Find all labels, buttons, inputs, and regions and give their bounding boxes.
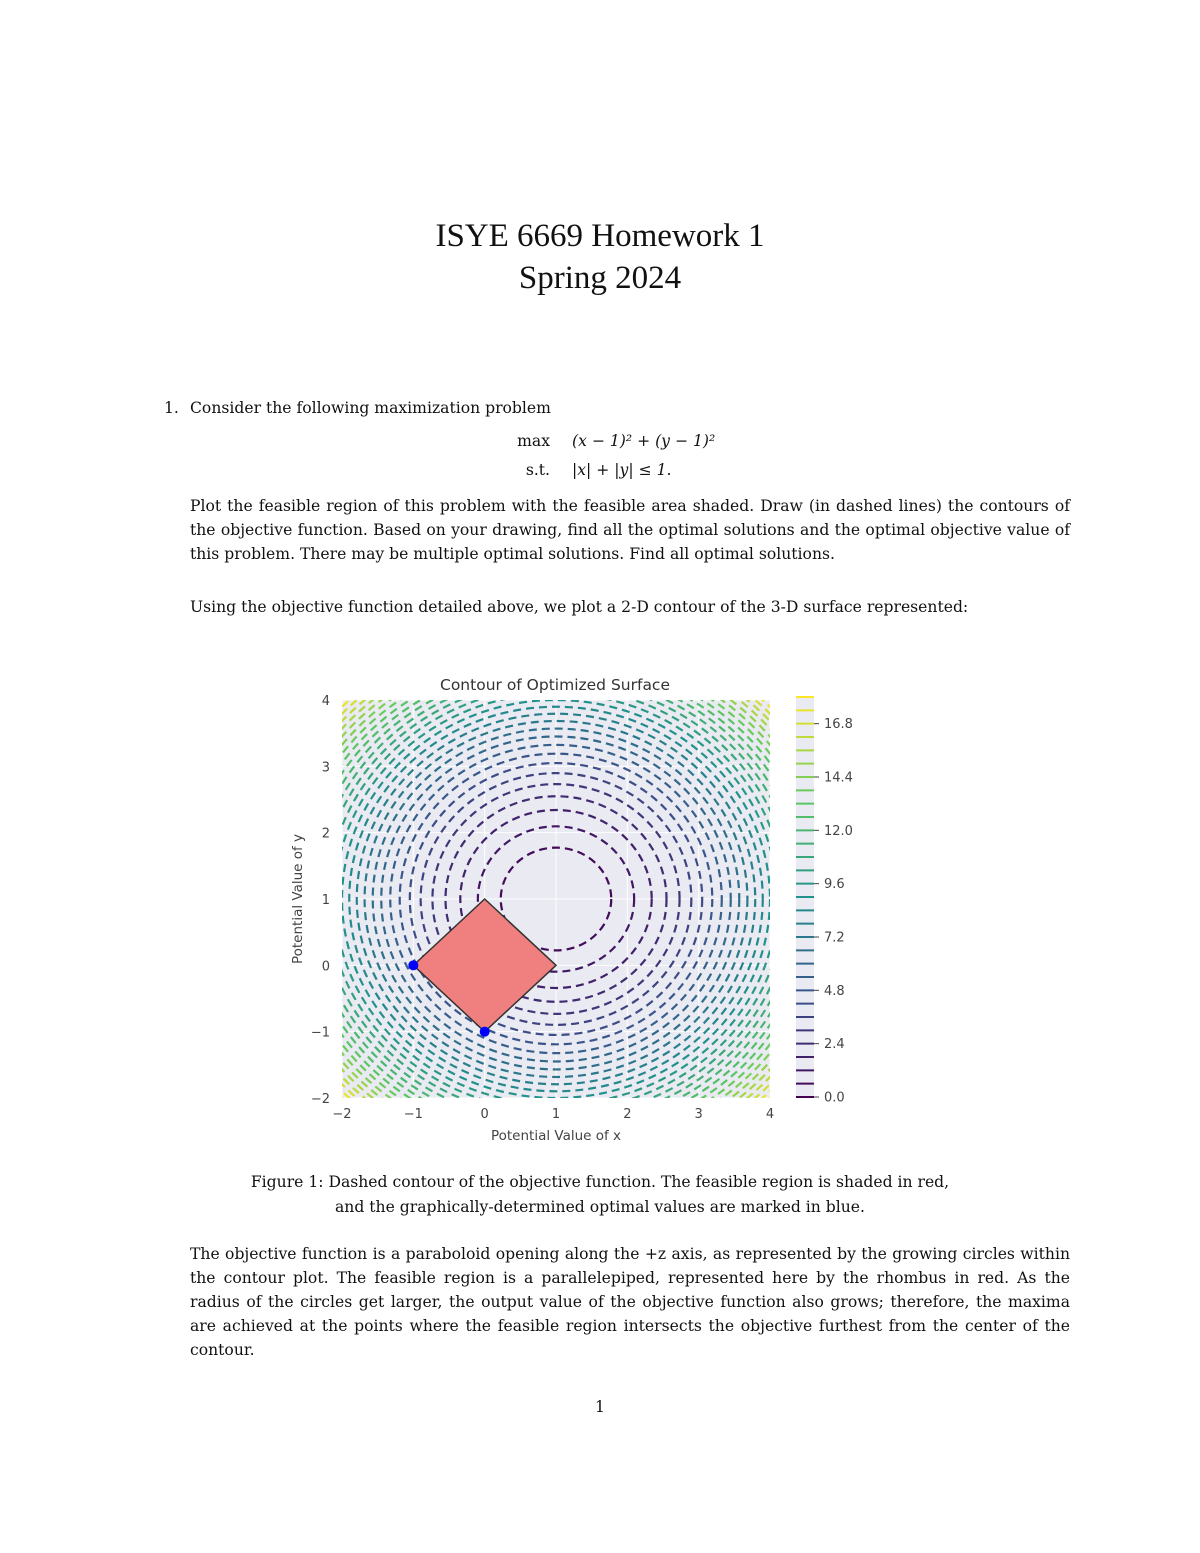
contour-figure	[280, 665, 880, 1155]
x-axis-label: Potential Value of x	[490, 1128, 622, 1144]
problem-number: 1.	[164, 399, 179, 417]
x-tick-label: −2	[332, 1107, 352, 1122]
colorbar-tick-label: 12.0	[824, 823, 853, 839]
y-tick-label: 1	[321, 893, 330, 908]
colorbar-tick-label: 16.8	[824, 717, 853, 733]
constraint-expression: |x| + |y| ≤ 1.	[572, 461, 672, 479]
colorbar-tick-label: 9.6	[824, 877, 845, 893]
conclusion-paragraph: The objective function is a paraboloid opening along the +z axis, as represented by the growing circles within the contour plot. The feasible region is a parallelepiped, represented here by the rhombus in red. As the radius of the circles get larger, the output value of the objective function also grows; therefore, the maxima are achieved at the points where the feasible region intersects the objective furthest from the center of the contour.	[190, 1245, 1070, 1359]
colorbar	[796, 697, 853, 1106]
problem-intro-text: Consider the following maximization problem	[190, 399, 551, 417]
colorbar-tick-label: 4.8	[824, 983, 845, 999]
optimal-point	[480, 1027, 490, 1037]
y-tick-label: 2	[321, 826, 330, 842]
x-tick-label: 3	[694, 1107, 703, 1122]
y-tick-label: 3	[321, 760, 330, 776]
y-axis-ticks	[311, 694, 330, 1107]
colorbar-tick-label: 2.4	[824, 1037, 845, 1053]
chart-title: Contour of Optimized Surface	[440, 676, 670, 694]
x-tick-label: 1	[551, 1107, 561, 1122]
colorbar-tick-label: 0.0	[824, 1090, 845, 1106]
x-tick-label: 4	[765, 1107, 775, 1122]
figure-caption: Figure 1: Dashed contour of the objective function. The feasible region is shaded in red, and the graphically-determined optimal values are marked in blue.	[250, 1173, 950, 1216]
constraint-operator: s.t.	[525, 461, 550, 479]
y-tick-label: −1	[310, 1025, 330, 1041]
y-tick-label: 4	[321, 694, 330, 709]
y-axis-label: Potential Value of y	[290, 833, 306, 965]
x-axis-ticks	[332, 1107, 774, 1122]
x-tick-label: 2	[623, 1107, 632, 1122]
y-tick-label: −2	[310, 1092, 330, 1107]
objective-operator: max	[517, 432, 550, 450]
document-subtitle: Spring 2024	[518, 260, 682, 296]
objective-expression: (x − 1)² + (y − 1)²	[572, 432, 716, 450]
colorbar-tick-label: 7.2	[824, 930, 845, 946]
problem-intro	[164, 396, 1064, 420]
x-tick-label: 0	[480, 1107, 489, 1122]
x-tick-label: −1	[403, 1107, 423, 1122]
y-tick-label: 0	[321, 959, 330, 975]
problem-instructions: Plot the feasible region of this problem with the feasible area shaded. Draw (in dashed lines) the contours of the objective function. Based on your drawing, find all the optimal solutions and the optimal objective value of this problem. There may be multiple optimal solutions. Find all optimal solutions.	[190, 497, 1070, 563]
document-title: ISYE 6669 Homework 1	[435, 218, 765, 254]
page-number: 1	[595, 1398, 605, 1416]
colorbar-tick-label: 14.4	[824, 770, 853, 786]
plot-intro: Using the objective function detailed above, we plot a 2-D contour of the 3-D surface represented:	[190, 598, 969, 616]
optimal-point	[408, 960, 418, 970]
